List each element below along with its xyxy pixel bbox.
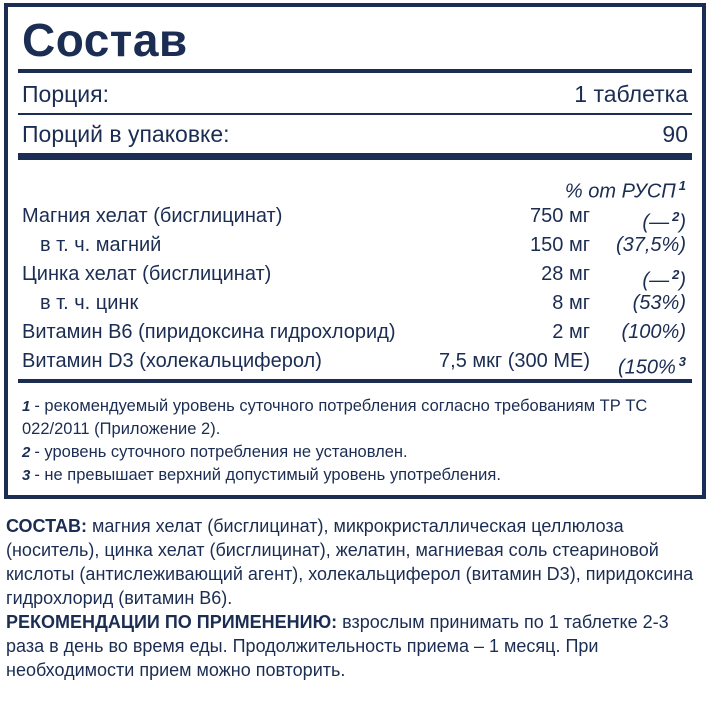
ingredient-amount: 8 мг — [552, 292, 590, 314]
portions-per-pack-label: Порций в упаковке: — [22, 121, 230, 147]
footnote-mark: 3 — [22, 467, 31, 484]
ingredient-percent-text: (150% — [617, 356, 676, 379]
portions-per-pack-value: 90 — [662, 121, 688, 147]
ingredient-row — [22, 318, 686, 347]
ingredient-percent — [616, 231, 686, 260]
notes-divider — [18, 379, 692, 383]
title-divider — [18, 69, 692, 73]
rusp-header-text: % от РУСП — [564, 180, 676, 203]
ingredient-amount: 150 мг — [530, 234, 590, 256]
ingredient-name: Цинка хелат (бисглицинат) — [22, 263, 272, 285]
usage-paragraph — [6, 610, 706, 682]
ingredient-footnote-mark: 2 — [672, 209, 680, 224]
composition-block — [6, 514, 706, 682]
ingredient-name: Витамин В6 (пиридоксина гидрохлорид) — [22, 321, 396, 343]
composition-paragraph — [6, 514, 706, 610]
rusp-footnote-mark: 1 — [678, 178, 686, 193]
ingredient-percent-close: ) — [679, 269, 686, 292]
portion-row — [22, 77, 688, 111]
rusp-header — [565, 173, 686, 205]
footnote-mark: 2 — [22, 444, 31, 461]
ingredient-name: в т. ч. магний — [40, 234, 162, 256]
ingredient-percent — [618, 347, 686, 383]
footnote-text: - уровень суточного потребления не установлен. — [34, 443, 408, 461]
ingredient-row — [22, 347, 686, 379]
footnotes — [22, 395, 688, 487]
ingredient-percent-text: (37,5%) — [615, 234, 686, 256]
ingredient-name: в т. ч. цинк — [40, 292, 139, 314]
ingredient-row — [22, 202, 686, 234]
ingredient-percent-text: (— — [642, 211, 670, 234]
ingredient-percent — [633, 289, 686, 318]
footnote — [22, 395, 688, 441]
supplement-facts-panel — [4, 3, 706, 499]
ingredient-footnote-mark: 2 — [672, 267, 680, 282]
ingredient-amount: 7,5 мкг (300 МЕ) — [439, 350, 590, 372]
usage-text: взрослым принимать по 1 таблетке 2-3 раза в день во время еды. Продолжительность приема – 1 месяц. При необходимости прием можно повторить. — [6, 612, 669, 680]
header-divider — [18, 153, 692, 160]
ingredient-amount: 28 мг — [541, 263, 590, 285]
ingredient-percent-text: (100%) — [621, 321, 686, 343]
ingredient-amount: 2 мг — [552, 321, 590, 343]
panel-title: Состав — [22, 14, 188, 66]
ingredient-footnote-mark: 3 — [678, 354, 686, 369]
ingredient-row — [22, 289, 686, 318]
portion-value: 1 таблетка — [574, 81, 688, 107]
ingredient-percent-text: (53%) — [632, 292, 686, 314]
portion-label: Порция: — [22, 81, 109, 107]
ingredient-name: Витамин D3 (холекальциферол) — [22, 350, 322, 372]
footnote-text: - рекомендуемый уровень суточного потребления согласно требованиям ТР ТС 022/2011 (Приложение 2). — [22, 397, 648, 438]
footnote — [22, 441, 688, 464]
ingredient-name: Магния хелат (бисглицинат) — [22, 205, 283, 227]
footnote-mark: 1 — [22, 398, 31, 415]
ingredient-percent — [622, 318, 686, 347]
ingredient-row — [22, 231, 686, 260]
ingredient-row — [22, 260, 686, 292]
composition-head: СОСТАВ: — [6, 516, 87, 536]
composition-text: магния хелат (бисглицинат), микрокристаллическая целлюлоза (носитель), цинка хелат (бисглицинат), желатин, магниевая соль стеариновой кислоты (антислеживающий агент), холекальциферол (витамин D3), пиридоксина гидрохлорид (витамин В6). — [6, 516, 694, 608]
ingredient-amount: 750 мг — [530, 205, 590, 227]
ingredient-percent-text: (— — [642, 269, 670, 292]
ingredient-percent-close: ) — [679, 211, 686, 234]
footnote — [22, 464, 688, 487]
portions-per-pack-row — [22, 117, 688, 151]
footnote-text: - не превышает верхний допустимый уровень употребления. — [34, 466, 501, 484]
portion-divider — [18, 113, 692, 115]
usage-head: РЕКОМЕНДАЦИИ ПО ПРИМЕНЕНИЮ: — [6, 612, 338, 632]
